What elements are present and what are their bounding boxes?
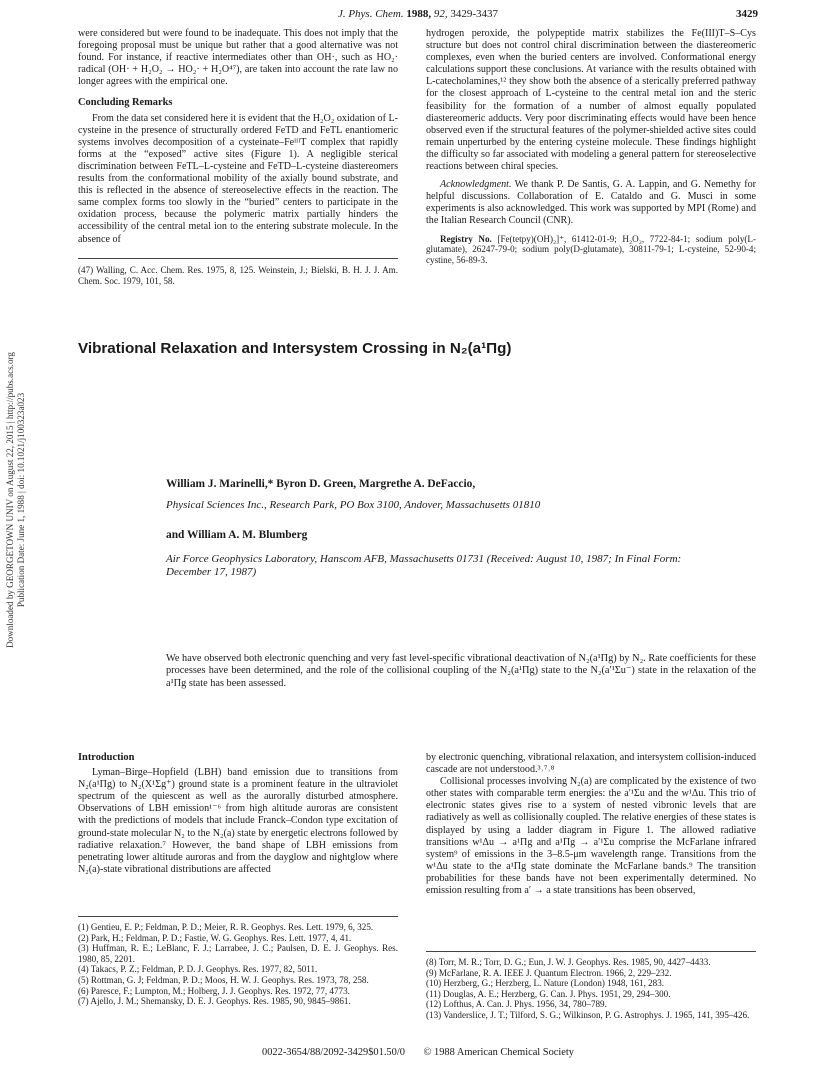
footnote: (11) Douglas, A. E.; Herzberg, G. Can. J. Phys. 1951, 29, 294–300. xyxy=(426,988,671,999)
footnotes-right xyxy=(426,957,756,1021)
journal-pages: 3429-3437 xyxy=(450,8,499,20)
footnote-divider xyxy=(78,916,398,917)
footnote: (5) Rottman, G. J; Feldman, P. D.; Moos, H. W. J. Geophys. Res. 1973, 78, 258. xyxy=(78,974,369,985)
journal-year: 1988, xyxy=(406,8,432,20)
acknowledgment-label: Acknowledgment. xyxy=(440,179,512,191)
journal-volume: 92, xyxy=(433,8,448,20)
footnote: (13) Vanderslice, J. T.; Tilford, S. G.; Wilkinson, P. G. Astrophys. J. 1965, 141, 395–426. xyxy=(426,1009,750,1020)
registry-text: [Fe(tetpy)(OH)₂]⁺, 61412-01-9; H₂O₂, 7722-84-1; sodium poly(L-glutamate), 26247-79-0; sodium poly(D-glutamate), 30811-79-1; L-cysteine, 52-90-4; cystine, 56-89-3. xyxy=(426,233,756,265)
affiliation: Physical Sciences Inc., Research Park, PO Box 3100, Andover, Massachusetts 01810 xyxy=(166,499,541,511)
footnote: (2) Park, H.; Feldman, P. D.; Fastie, W. G. Geophys. Res. Lett. 1977, 4, 41. xyxy=(78,932,352,943)
body-paragraph: were considered but were found to be inadequate. This does not imply that the foregoing proposal must be unique but rather that a good alternative was not found. For instance, if reactive intermediates other than OH·, such as HO₂· radical (OH· + H₂O₂ → HO₂· + H₂O⁴⁷), are taken into account the rate law no longer agrees with the empirical one. xyxy=(78,28,398,88)
footnote: (9) McFarlane, R. A. IEEE J. Quantum Electron. 1966, 2, 229–232. xyxy=(426,967,672,978)
price-code: 0022-3654/88/2092-3429$01.50/0 xyxy=(262,1047,405,1058)
journal-name: J. Phys. Chem. xyxy=(337,8,404,20)
affiliation: Air Force Geophysics Laboratory, Hanscom AFB, Massachusetts 01731 (Received: August 10, 1987; In Final Form: December 17, 1987) xyxy=(166,553,682,578)
footnote: (10) Herzberg, G.; Herzberg, L. Nature (London) 1948, 161, 283. xyxy=(426,978,665,989)
article-title: Vibrational Relaxation and Intersystem Crossing in N₂(a¹Πg) xyxy=(78,340,512,357)
prev-article-right-column xyxy=(426,28,756,265)
registry-label: Registry No. xyxy=(440,233,492,244)
footnote: (4) Takacs, P. Z.; Feldman, P. D. J. Geophys. Res. 1977, 82, 5011. xyxy=(78,964,318,975)
footnote: (47) Walling, C. Acc. Chem. Res. 1975, 8, 125. Weinstein, J.; Bielski, B. H. J. J. Am. Chem. Soc. 1979, 101, 58. xyxy=(78,265,398,286)
download-sidebar xyxy=(0,250,30,750)
prev-article-left-column xyxy=(78,28,398,246)
download-line: Downloaded by GEORGETOWN UNIV on August 22, 2015 | http://pubs.acs.org xyxy=(5,352,15,648)
body-paragraph: hydrogen peroxide, the polypeptide matrix stabilizes the Fe(III)T–S–Cys structure but does not control chiral discrimination between the diastereomeric complexes, even when the buried centers are involved. Conformational energy calculations support these conclusions. At variance with the results obtained with L-catecholamines,¹² they show both the absence of a sterically preferred pathway for the closest approach of L-cysteine to the central metal ion and the steric feasibility for the formation of a number of almost equally populated diastereomeric adducts. Very poor discriminating effects would have been hence observed even if the structural features of the polymer-shielded active sites could remain unperturbed by the entering cysteine molecule. These findings highlight the difficulty so far associated with modeling a general pattern for stereoselective reactions between chiral species. xyxy=(426,28,756,173)
publication-line: Publication Date: June 1, 1988 | doi: 10.1021/j100323a023 xyxy=(16,392,26,608)
footnote-divider xyxy=(426,951,756,952)
footnote: (1) Gentieu, E. P.; Feldman, P. D.; Meier, R. R. Geophys. Res. Lett. 1979, 6, 325. xyxy=(78,922,374,932)
abstract: We have observed both electronic quenching and very fast level-specific vibrational deactivation of N₂(a¹Πg) by N₂. Rate coefficients for these processes have been determined, and the role of the collisional coupling of the N₂(a¹Πg) state to the N₂(a′¹Σu⁻) state in the relaxation of the a¹Πg state has been assessed. xyxy=(166,653,756,689)
prev-article-footnote xyxy=(78,265,398,286)
intro-left-column xyxy=(78,752,398,876)
intro-right-column xyxy=(426,752,756,897)
body-paragraph: by electronic quenching, vibrational relaxation, and intersystem collision-induced cascade are not understood.³˒⁷˒⁸ xyxy=(426,752,756,776)
body-paragraph: From the data set considered here it is evident that the H₂O₂ oxidation of L-cysteine in the presence of structurally ordered FeTD and FeTL enantiomeric systems involves decomposition of a cysteinate–FeᴵᴵᴵT complex that rapidly forms at the “exposed” active sites (Figure 1). A negligible sterical discrimination between FeTL–L-cysteine and FeTD–L-cysteine diastereomers results from the conformational mobility of the axially bound substrate, and this is reflected in the absence of stereoselective effects in the reaction. The same complex forms too slowly in the “buried” centers to participate in the oxidation process, because the polymeric matrix partially hinders the accessibility of the central metal ion to the entering substrate molecule. In the absence of xyxy=(78,112,398,245)
download-stamp xyxy=(5,352,27,648)
running-header xyxy=(78,8,758,24)
page-number: 3429 xyxy=(736,8,758,20)
footnote: (12) Lofthus, A. Can. J. Phys. 1956, 34, 780–789. xyxy=(426,999,607,1010)
footnote: (3) Huffman, R. E.; LeBlanc, F. J.; Larrabee, J. C.; Paulsen, D. E. J. Geophys. Res. 1980, 85, 2201. xyxy=(78,943,398,964)
page-footer xyxy=(78,1047,758,1058)
author-list: and William A. M. Blumberg xyxy=(166,529,308,541)
acknowledgment xyxy=(426,179,756,227)
footnote-divider xyxy=(78,258,398,259)
section-heading: Introduction xyxy=(78,752,135,763)
footnote: (7) Ajello, J. M.; Shemansky, D. E. J. Geophys. Res. 1985, 90, 9845–9861. xyxy=(78,996,351,1007)
author-list: William J. Marinelli,* Byron D. Green, Margrethe A. DeFaccio, xyxy=(166,478,476,490)
section-heading: Concluding Remarks xyxy=(78,97,173,109)
registry-numbers xyxy=(426,234,756,266)
acknowledgment-text: We thank P. De Santis, G. A. Lappin, and G. Nemethy for helpful discussions. Collaboration of E. Cataldo and G. Musci in some experiments is also acknowledged. This work was supported by MPI (Rome) and the Italian Research Council (CNR). xyxy=(426,179,756,227)
footnote: (8) Torr, M. R.; Torr, D. G.; Eun, J. W. J. Geophys. Res. 1985, 90, 4427–4433. xyxy=(426,957,711,967)
journal-citation xyxy=(78,8,758,20)
copyright: © 1988 American Chemical Society xyxy=(423,1047,574,1058)
footnotes-left xyxy=(78,922,398,1007)
body-paragraph: Collisional processes involving N₂(a) are complicated by the existence of two other states with comparable term energies: the a′¹Σu and the w¹Δu. This trio of electronic states gives rise to a system of nested vibronic levels that are radiatively as well as collisionally coupled. The relative energies of these states is displayed by using a ladder diagram in Figure 1. The allowed radiative transitions w¹Δu → a¹Πg and a¹Πg → a′¹Σu comprise the McFarlane infrared system⁹ of emissions in the 3–8.5-μm wavelength range. Transitions from the w¹Δu state to the a¹Πg state dominate the McFarlane bands.⁹ The transition probabilities for these bands have not been experimentally determined. No emission resulting from a′ → a state transitions has been observed, xyxy=(426,776,756,897)
body-paragraph: Lyman–Birge–Hopfield (LBH) band emission due to transitions from N₂(a¹Πg) to N₂(X¹Σg⁺) ground state is a prominent feature in the ultraviolet spectrum of the quiescent as well as the aurorally disturbed atmosphere. Observations of LBH emission¹⁻⁶ from high altitude auroras are consistent with the predictions of models that include Franck–Condon type excitation of ground-state molecular N₂ to the N₂(a) state by energetic electrons followed by radiative relaxation.⁷ However, the band shape of LBH emissions from penetrating lower altitude auroras and from the dayglow and nightglow where N₂(a)-state vibrational distributions are affected xyxy=(78,767,398,875)
footnote: (6) Paresce, F.; Lumpton, M.; Holberg, J. J. Geophys. Res. 1972, 77, 4773. xyxy=(78,985,350,996)
